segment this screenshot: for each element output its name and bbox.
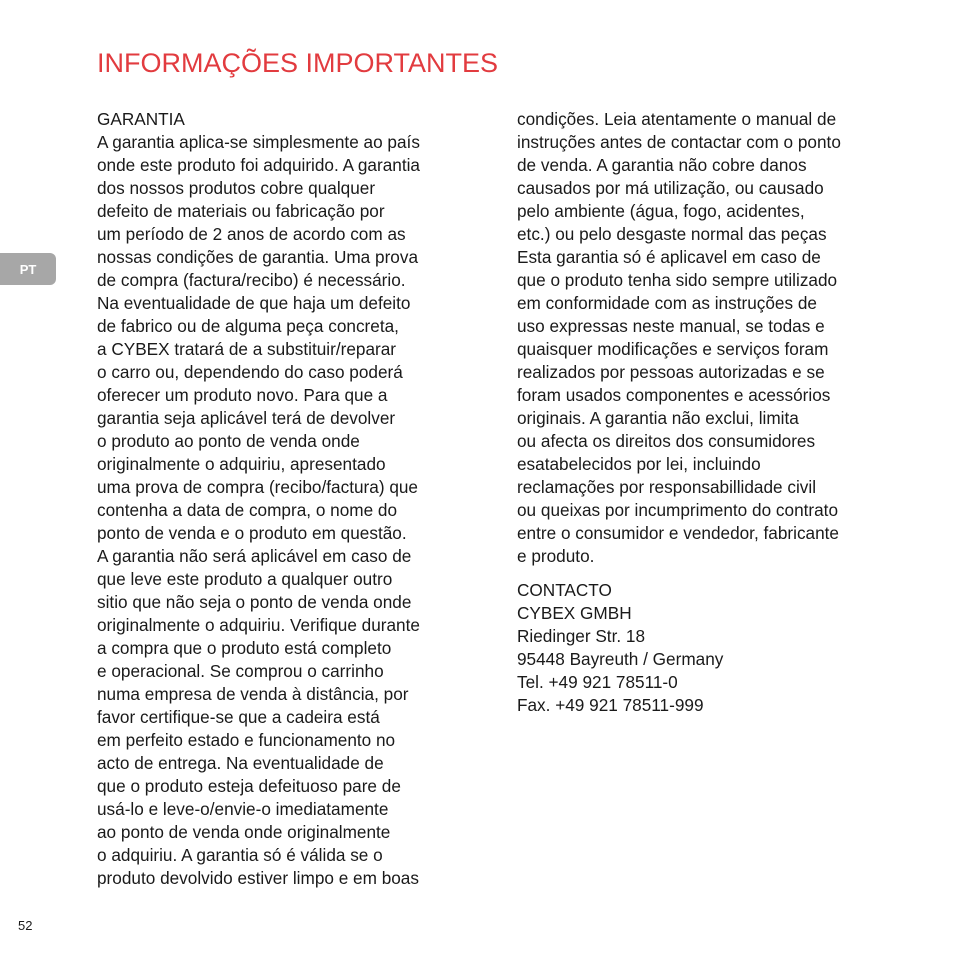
contact-fax: Fax. +49 921 78511-999 xyxy=(517,695,704,715)
contact-company: CYBEX GMBH xyxy=(517,603,632,623)
warranty-column-left xyxy=(97,108,487,890)
warranty-heading: GARANTIA xyxy=(97,109,185,129)
warranty-column-right xyxy=(517,108,907,717)
page-title: INFORMAÇÕES IMPORTANTES xyxy=(97,48,499,78)
contact-city: 95448 Bayreuth / Germany xyxy=(517,649,724,669)
contact-street: Riedinger Str. 18 xyxy=(517,626,646,646)
language-tab xyxy=(0,253,56,285)
contact-heading: CONTACTO xyxy=(517,580,612,600)
language-tab-label: PT xyxy=(19,261,37,277)
page-number: 52 xyxy=(18,918,33,933)
contact-phone: Tel. +49 921 78511-0 xyxy=(517,672,678,692)
warranty-text-left: A garantia aplica-se simplesmente ao país onde este produto foi adquirido. A garantia dos nossos produtos cobre qualquer defeito de materiais ou fabricação por um período de 2 anos de acordo com as nossas condições de garantia. Uma prova de compra (factura/recibo) é necessário. Na eventualidade de que haja um defeito de fabrico ou de alguma peça concreta, a CYBEX tratará de a substituir/reparar o carro ou, dependendo do caso poderá oferecer um produto novo. Para que a garantia seja aplicável terá de devolver o produto ao ponto de venda onde originalmente o adquiriu, apresentado uma prova de compra (recibo/factura) que contenha a data de compra, o nome do ponto de venda e o produto em questão. A garantia não será aplicável em caso de que leve este produto a qualquer outro sitio que não seja o ponto de venda onde originalmente o adquiriu. Verifique durante a compra que o produto está completo e operacional. Se comprou o carrinho numa empresa de venda à distância, por favor certifique-se que a cadeira está em perfeito estado e funcionamento no acto de entrega. Na eventualidade de que o produto esteja defeituoso pare de usá-lo e leve-o/envie-o imediatamente ao ponto de venda onde originalmente o adquiriu. A garantia só é válida se o produto devolvido estiver limpo e em boas xyxy=(97,132,420,888)
warranty-text-right: condições. Leia atentamente o manual de instruções antes de contactar com o ponto de venda. A garantia não cobre danos causados por má utilização, ou causado pelo ambiente (água, fogo, acidentes, etc.) ou pelo desgaste normal das peças Esta garantia só é aplicavel em caso de que o produto tenha sido sempre utilizado em conformidade com as instruções de uso expressas neste manual, se todas e quaisquer modificações e serviços foram realizados por pessoas autorizadas e se foram usados componentes e acessórios originais. A garantia não exclui, limita ou afecta os direitos dos consumidores esatabelecidos por lei, incluindo reclamações por responsabillidade civil ou queixas por incumprimento do contrato entre o consumidor e vendedor, fabricante e produto. xyxy=(517,109,841,566)
